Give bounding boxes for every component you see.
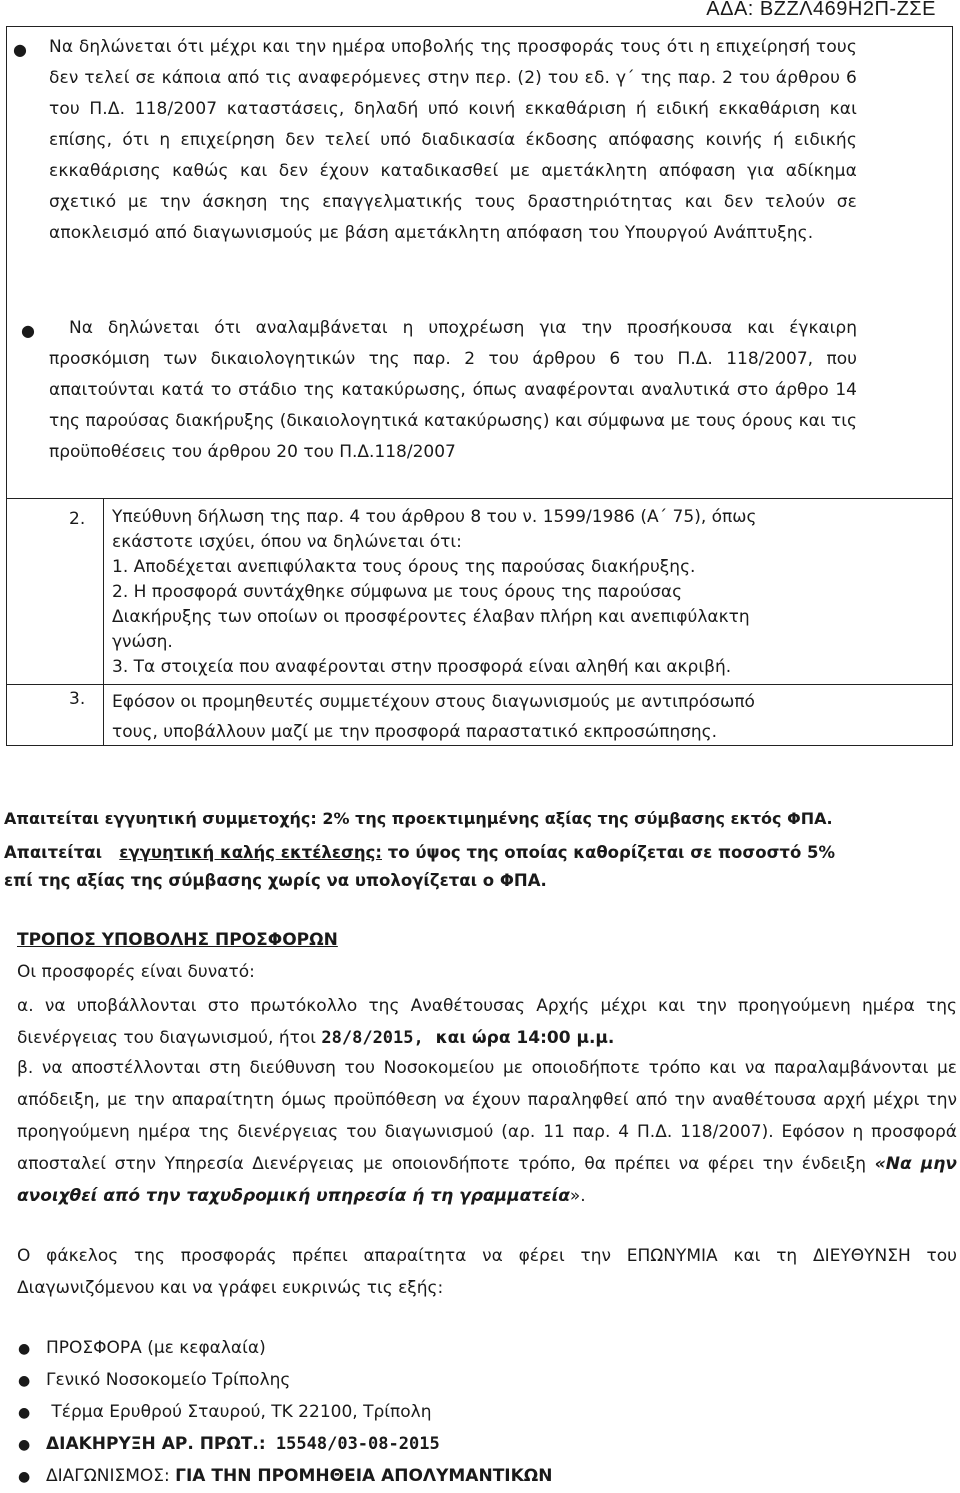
- item-3-text: [112, 687, 952, 747]
- protocol-number: 15548/03-08-2015: [265, 1434, 440, 1454]
- performance-guarantee-cont: επί της αξίας της σύμβασης χωρίς να υπολογίζεται ο ΦΠΑ.: [4, 871, 547, 890]
- submission-date: 28/8/2015,: [321, 1028, 424, 1048]
- guarantee-underlined: εγγυητική καλής εκτέλεσης:: [119, 843, 382, 862]
- option-b-text: β. να αποστέλλονται στη διεύθυνση του Νοσοκομείου με οποιοδήποτε τρόπο και να παραλαμβάνονται με απόδειξη, με την απαραίτητη όμως προϋπόθεση να έχουν παραληφθεί από την αναθέτουσα αρχή μέχρι την προηγούμενη ημέρα της διενέργειας του διαγωνισμού (αρ. 11 παρ. 4 Π.Δ. 118/2007). Εφόσον η προσφορά αποσταλεί στην Υπηρεσία Διενέργειας με οποιονδήποτε τρόπο, θα πρέπει να φέρει την ένδειξη: [17, 1058, 957, 1174]
- item-2-line: Διακήρυξης των οποίων οι προσφέροντες έλαβαν πλήρη και ανεπιφύλακτη: [112, 607, 750, 627]
- tender-subject: ΓΙΑ ΤΗΝ ΠΡΟΜΗΘΕΙΑ ΑΠΟΛΥΜΑΝΤΙΚΩΝ: [175, 1466, 553, 1486]
- guarantee-text: το ύψος της οποίας καθορίζεται σε ποσοστό 5%: [382, 843, 836, 862]
- declarations-cell: [7, 27, 952, 499]
- bullet-icon: ●: [13, 40, 27, 59]
- submission-intro: Οι προσφορές είναι δυνατό:: [17, 962, 255, 982]
- ada-code: ΑΔΑ: ΒΖΖΛ469Η2Π-ΖΣΕ: [706, 0, 936, 20]
- bullet-icon: ●: [18, 1469, 31, 1485]
- declaration-bullet-1: Να δηλώνεται ότι μέχρι και την ημέρα υποβολής της προσφοράς τους ότι η επιχείρησή τους δεν τελεί σε κάποια από τις αναφερόμενες στην περ. (2) του εδ. γ΄ της παρ. 2 του άρθρου 6 του Π.Δ. 118/2007 καταστάσεις, δηλαδή υπό κοινή εκκαθάριση ή ειδική εκκαθάριση και επίσης, ότι η επιχείρηση δεν τελεί υπό διαδικασία έκδοσης απόφασης κοινής ή ειδικής εκκαθάρισης καθώς και δεν έχουν καταδικασθεί με αμετάκλητη απόφαση για αδίκημα σχετικό με την άσκηση της επαγγελματικής τους δραστηριότητας και δεν τελούν σε αποκλεισμό από διαγωνισμούς με βάση αμετάκλητη απόφαση του Υπουργού Ανάπτυξης.: [49, 37, 857, 243]
- submission-option-b: [17, 1052, 957, 1212]
- envelope-list-item: [18, 1429, 552, 1461]
- bullet-icon: ●: [18, 1437, 31, 1453]
- envelope-list-item: [18, 1333, 552, 1365]
- requirements-table: [6, 26, 953, 746]
- list-text: Τέρμα Ερυθρού Σταυρού, ΤΚ 22100, Τρίπολη: [46, 1402, 432, 1422]
- bullet-icon: ●: [18, 1341, 31, 1357]
- bullet-icon: ●: [18, 1373, 31, 1389]
- list-text: Γενικό Νοσοκομείο Τρίπολης: [46, 1370, 291, 1390]
- option-a-text: α. να υποβάλλονται στο πρωτόκολλο της Αναθέτουσας Αρχής μέχρι και την προηγούμενη ημέρα της διενέργειας του διαγωνισμού, ήτοι: [17, 996, 957, 1048]
- declaration-bullet-2: Να δηλώνεται ότι αναλαμβάνεται η υποχρέωση για την προσήκουσα και έγκαιρη προσκόμιση των δικαιολογητικών της παρ. 2 του άρθρου 6 του Π.Δ. 118/2007, που απαιτούνται κατά το στάδιο της κατακύρωσης, όπως αναφέρονται αναλυτικά στο άρθρο 14 της παρούσας διακήρυξης (δικαιολογητικά κατακύρωσης) και σύμφωνα με τους όρους και τις προϋποθέσεις του άρθρου 20 του Π.Δ.118/2007: [49, 318, 857, 462]
- guarantees-block: [4, 805, 954, 895]
- option-b-end: ».: [569, 1186, 586, 1206]
- list-text: ΠΡΟΣΦΟΡΑ (με κεφαλαία): [46, 1338, 266, 1358]
- bullet-icon: ●: [21, 321, 35, 340]
- row-divider: [7, 684, 952, 685]
- submission-option-a: [17, 990, 957, 1054]
- item-number-2: 2.: [69, 509, 86, 529]
- option-b-quote: «Να μην ανοιχθεί από την ταχυδρομική υπηρεσία ή τη γραμματεία: [17, 1154, 957, 1206]
- list-text: ΔΙΑΓΩΝΙΣΜΟΣ:: [46, 1466, 176, 1486]
- performance-guarantee: [4, 839, 954, 867]
- item-2-line: γνώση.: [112, 632, 173, 652]
- participation-guarantee: Απαιτείται εγγυητική συμμετοχής: 2% της προεκτιμημένης αξίας της σύμβασης εκτός ΦΠΑ.: [4, 809, 833, 828]
- bullet-icon: ●: [18, 1405, 31, 1421]
- item-2-line: Υπεύθυνη δήλωση της παρ. 4 του άρθρου 8 του ν. 1599/1986 (Α΄ 75), όπως: [112, 507, 757, 527]
- item-2-text: [112, 505, 952, 680]
- envelope-list-item: [18, 1365, 552, 1397]
- guarantee-text: Απαιτείται: [4, 843, 120, 862]
- envelope-list: [18, 1333, 552, 1493]
- number-column: [7, 498, 104, 745]
- envelope-list-item: [18, 1397, 552, 1429]
- item-2-line: 3. Τα στοιχεία που αναφέρονται στην προσφορά είναι αληθή και ακριβή.: [112, 657, 732, 677]
- envelope-instructions: Ο φάκελος της προσφοράς πρέπει απαραίτητα να φέρει την ΕΠΩΝΥΜΙΑ και τη ΔΙΕΥΘΥΝΣΗ του Διαγωνιζόμενου και να γράφει ευκρινώς τις εξής:: [17, 1246, 957, 1298]
- item-3-line: Εφόσον οι προμηθευτές συμμετέχουν στους διαγωνισμούς με αντιπρόσωπό: [112, 692, 755, 712]
- envelope-list-item: [18, 1461, 552, 1493]
- item-2-line: εκάστοτε ισχύει, όπου να δηλώνεται ότι:: [112, 532, 462, 552]
- item-3-line: τους, υποβάλλουν μαζί με την προσφορά παραστατικό εκπροσώπησης.: [112, 722, 718, 742]
- item-2-line: 2. Η προσφορά συντάχθηκε σύμφωνα με τους όρους της παρούσας: [112, 582, 683, 602]
- item-number-3: 3.: [69, 689, 86, 709]
- submission-time: και ώρα 14:00 μ.μ.: [423, 1028, 615, 1048]
- list-text: ΔΙΑΚΗΡΥΞΗ ΑΡ. ΠΡΩΤ.:: [46, 1434, 266, 1454]
- item-2-line: 1. Αποδέχεται ανεπιφύλακτα τους όρους της παρούσας διακήρυξης.: [112, 557, 696, 577]
- submission-title: ΤΡΟΠΟΣ ΥΠΟΒΟΛΗΣ ΠΡΟΣΦΟΡΩΝ: [17, 930, 338, 950]
